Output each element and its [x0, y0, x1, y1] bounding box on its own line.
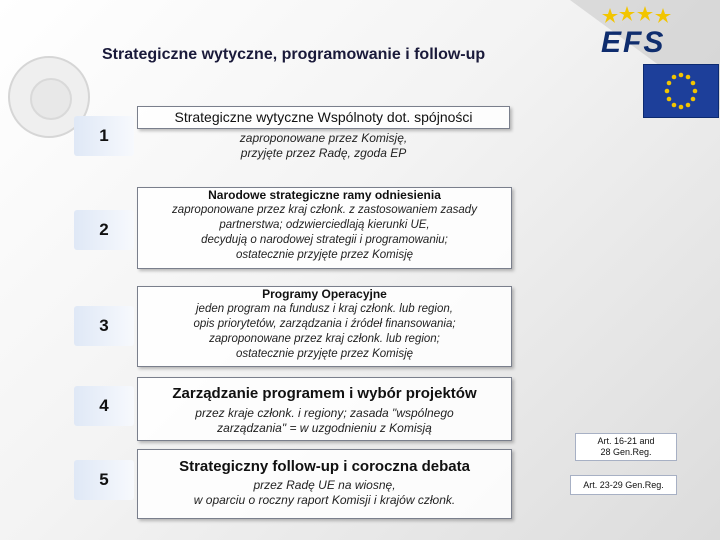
- note-1-line-2: 28 Gen.Reg.: [600, 447, 652, 457]
- step-number-4: 4: [74, 386, 134, 426]
- step-number-2: 2: [74, 210, 134, 250]
- step-5-heading: Strategiczny follow-up i coroczna debata: [179, 458, 470, 475]
- note-1-line-1: Art. 16-21 and: [597, 436, 655, 446]
- step-4-heading: Zarządzanie programem i wybór projektów: [172, 385, 477, 402]
- note-art-16-21: [575, 433, 677, 461]
- step-2-heading: Narodowe strategiczne ramy odniesienia: [208, 188, 441, 202]
- seal-eagle-icon: [30, 78, 72, 120]
- step-2-line-1: zaproponowane przez kraj członk. z zastosowaniem zasady: [172, 204, 477, 216]
- step-4-box: [137, 377, 512, 441]
- step-3-line-1: jeden program na fundusz i kraj członk. lub region,: [196, 303, 453, 315]
- efs-logo: EFS: [601, 26, 666, 59]
- step-2-line-3: decydują o narodowej strategii i programowaniu;: [201, 234, 448, 246]
- step-1-heading: Strategiczne wytyczne Wspólnoty dot. spójności: [137, 106, 510, 129]
- step-2-box: [137, 187, 512, 269]
- page-title: Strategiczne wytyczne, programowanie i follow-up: [102, 46, 486, 63]
- step-3-heading: Programy Operacyjne: [262, 287, 387, 301]
- step-1-line-2: przyjęte przez Radę, zgoda EP: [240, 146, 407, 160]
- step-1-box: [137, 106, 510, 161]
- step-number-3: 3: [74, 306, 134, 346]
- step-5-line-1: przez Radę UE na wiosnę,: [253, 478, 396, 492]
- step-3-line-3: zaproponowane przez kraj członk. lub region;: [209, 333, 440, 345]
- step-4-line-2: zarządzania" = w uzgodnieniu z Komisją: [217, 421, 432, 435]
- step-4-line-1: przez kraje członk. i regiony; zasada "wspólnego: [195, 406, 454, 420]
- note-2-line-1: Art. 23-29 Gen.Reg.: [583, 480, 664, 490]
- step-3-box: [137, 286, 512, 367]
- step-2-line-4: ostatecznie przyjęte przez Komisję: [235, 249, 414, 261]
- eu-flag-icon: [643, 64, 719, 118]
- step-3-line-2: opis priorytetów, zarządzania i źródeł finansowania;: [193, 318, 456, 330]
- step-3-line-4: ostatecznie przyjęte przez Komisję: [235, 348, 414, 360]
- step-5-line-2: w oparciu o roczny raport Komisji i krajów członk.: [193, 493, 456, 507]
- note-art-23-29: [570, 475, 677, 495]
- step-2-line-2: partnerstwa; odzwierciedlają kierunki UE,: [219, 219, 430, 231]
- step-number-5: 5: [74, 460, 134, 500]
- step-1-line-1: zaproponowane przez Komisję,: [239, 131, 408, 145]
- step-number-1: 1: [74, 116, 134, 156]
- step-5-box: [137, 449, 512, 519]
